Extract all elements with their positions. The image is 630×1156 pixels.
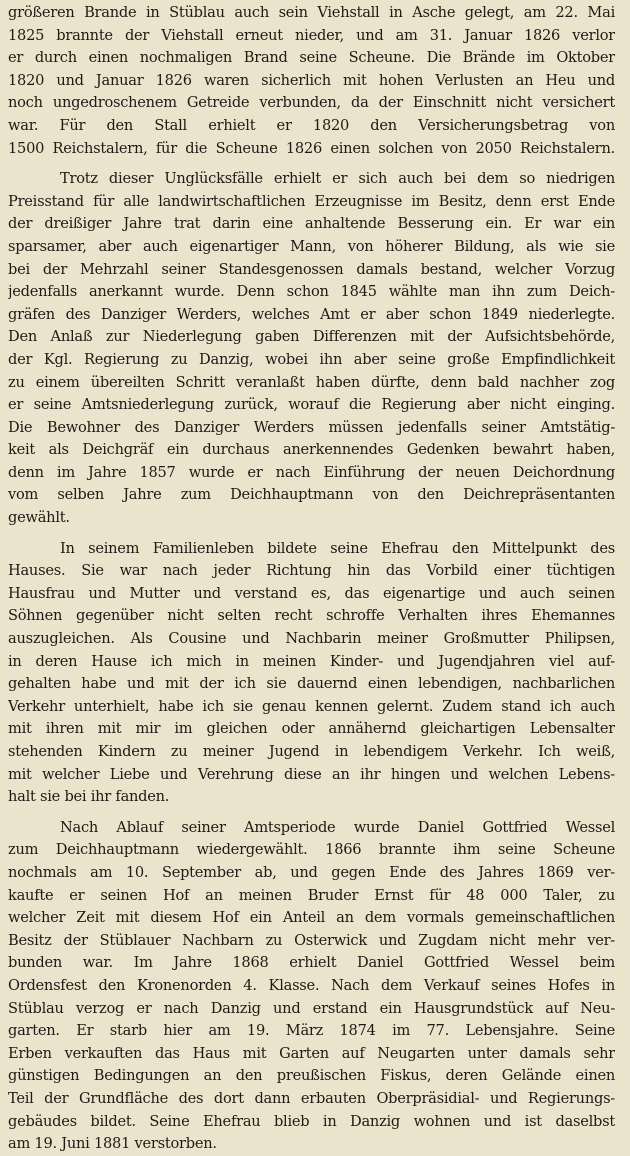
text-line: halt sie bei ihr fanden. (8, 788, 170, 806)
text-line: er seine Amtsniederlegung zurück, worauf die Regierung aber nicht einging. (8, 396, 615, 414)
text-line: Stüblau verzog er nach Danzig und erstand ein Hausgrundstück auf Neu- (8, 999, 615, 1017)
text-line: gräfen des Danziger Werders, welches Amt er aber schon 1849 niederlegte. (8, 305, 615, 323)
paragraph-3 (8, 538, 615, 809)
text-line: Söhnen gegenüber nicht selten recht schroffe Verhalten ihres Ehemannes (8, 607, 615, 625)
text-line: bei der Mehrzahl seiner Standesgenossen damals bestand, welcher Vorzug (8, 260, 615, 278)
text-line: welcher Zeit mit diesem Hof ein Anteil an dem vormals gemeinschaftlichen (8, 909, 615, 927)
text-line: Trotz dieser Unglücksfälle erhielt er sich auch bei dem so niedrigen (60, 170, 615, 188)
text-line: denn im Jahre 1857 wurde er nach Einführung der neuen Deichordnung (8, 463, 615, 481)
text-line: kaufte er seinen Hof an meinen Bruder Ernst für 48 000 Taler, zu (8, 886, 615, 904)
text-line: keit als Deichgräf ein durchaus anerkennendes Gedenken bewahrt haben, (8, 441, 615, 459)
text-line: Die Bewohner des Danziger Werders müssen jedenfalls seiner Amtstätig- (8, 418, 615, 436)
text-line: Teil der Grundfläche des dort dann erbauten Oberpräsidial- und Regierungs- (8, 1089, 615, 1107)
text-line: garten. Er starb hier am 19. März 1874 im 77. Lebensjahre. Seine (8, 1022, 615, 1040)
text-line: nochmals am 10. September ab, und gegen Ende des Jahres 1869 ver- (8, 863, 615, 881)
text-line: gewählt. (8, 509, 70, 527)
text-line: 1500 Reichstalern, für die Scheune 1826 einen solchen von 2050 Reichstalern. (8, 139, 615, 157)
text-line: vom selben Jahre zum Deichhauptmann von den Deichrepräsentanten (8, 486, 615, 504)
text-line: Besitz der Stüblauer Nachbarn zu Osterwick und Zugdam nicht mehr ver- (8, 931, 615, 949)
text-line: günstigen Bedingungen an den preußischen Fiskus, deren Gelände einen (8, 1067, 615, 1085)
text-line: Nach Ablauf seiner Amtsperiode wurde Daniel Gottfried Wessel (60, 818, 615, 836)
text-line: Ordensfest den Kronenorden 4. Klasse. Nach dem Verkauf seines Hofes in (8, 976, 615, 994)
text-line: Hausfrau und Mutter und verstand es, das eigenartige und auch seinen (8, 584, 615, 602)
text-line: zum Deichhauptmann wiedergewählt. 1866 brannte ihm seine Scheune (8, 841, 615, 859)
text-line: stehenden Kindern zu meiner Jugend in lebendigem Verkehr. Ich weiß, (8, 743, 615, 760)
text-line: größeren Brande in Stüblau auch sein Viehstall in Asche gelegt, am 22. Mai (8, 4, 615, 21)
text-line: bunden war. Im Jahre 1868 erhielt Daniel Gottfried Wessel beim (8, 954, 615, 972)
text-line: Erben verkauften das Haus mit Garten auf Neugarten unter damals sehr (8, 1044, 615, 1062)
text-line: gehalten habe und mit der ich sie dauernd einen lebendigen, nachbarlichen (8, 675, 615, 693)
text-line: Preisstand für alle landwirtschaftlichen Erzeugnisse im Besitz, denn erst Ende (8, 192, 615, 210)
text-line: er durch einen nochmaligen Brand seine Scheune. Die Brände im Oktober (8, 49, 615, 67)
text-line: sparsamer, aber auch eigenartiger Mann, von höherer Bildung, als wie sie (8, 237, 615, 255)
text-line: auszugleichen. Als Cousine und Nachbarin meiner Großmutter Philipsen, (8, 630, 615, 648)
text-line: zu einem übereilten Schritt veranlaßt haben dürfte, denn bald nachher zog (8, 373, 615, 391)
text-line: gebäudes bildet. Seine Ehefrau blieb in Danzig wohnen und ist daselbst (8, 1112, 615, 1130)
text-line: Verkehr unterhielt, habe ich sie genau kennen gelernt. Zudem stand ich auch (8, 697, 615, 715)
text-line: jedenfalls anerkannt wurde. Denn schon 1845 wählte man ihn zum Deich- (8, 283, 615, 301)
paragraph-2 (8, 168, 615, 530)
text-line: 1820 und Januar 1826 waren sicherlich mit hohen Verlusten an Heu und (8, 71, 615, 89)
text-line: Den Anlaß zur Niederlegung gaben Differenzen mit der Aufsichtsbehörde, (8, 328, 615, 346)
text-line: in deren Hause ich mich in meinen Kinder- und Jugendjahren viel auf- (8, 652, 615, 670)
text-line: war. Für den Stall erhielt er 1820 den Versicherungsbetrag von (8, 116, 615, 134)
text-line: In seinem Familienleben bildete seine Ehefrau den Mittelpunkt des (60, 539, 615, 557)
text-line: 1825 brannte der Viehstall erneut nieder, und am 31. Januar 1826 verlor (8, 26, 615, 44)
text-line: mit ihren mit mir im gleichen oder annähernd gleichartigen Lebensalter (8, 720, 615, 738)
text-line: der dreißiger Jahre trat darin eine anhaltende Besserung ein. Er war ein (8, 215, 615, 233)
paragraph-4 (8, 817, 615, 1156)
text-line: Hauses. Sie war nach jeder Richtung hin das Vorbild einer tüchtigen (8, 562, 615, 580)
text-line: am 19. Juni 1881 verstorben. (8, 1135, 217, 1153)
text-line: noch ungedroschenem Getreide verbunden, da der Einschnitt nicht versichert (8, 94, 615, 112)
text-line: mit welcher Liebe und Verehrung diese an ihr hingen und welchen Lebens- (8, 765, 615, 783)
text-line: der Kgl. Regierung zu Danzig, wobei ihn aber seine große Empfindlichkeit (8, 350, 615, 368)
paragraph-1 (8, 2, 615, 160)
